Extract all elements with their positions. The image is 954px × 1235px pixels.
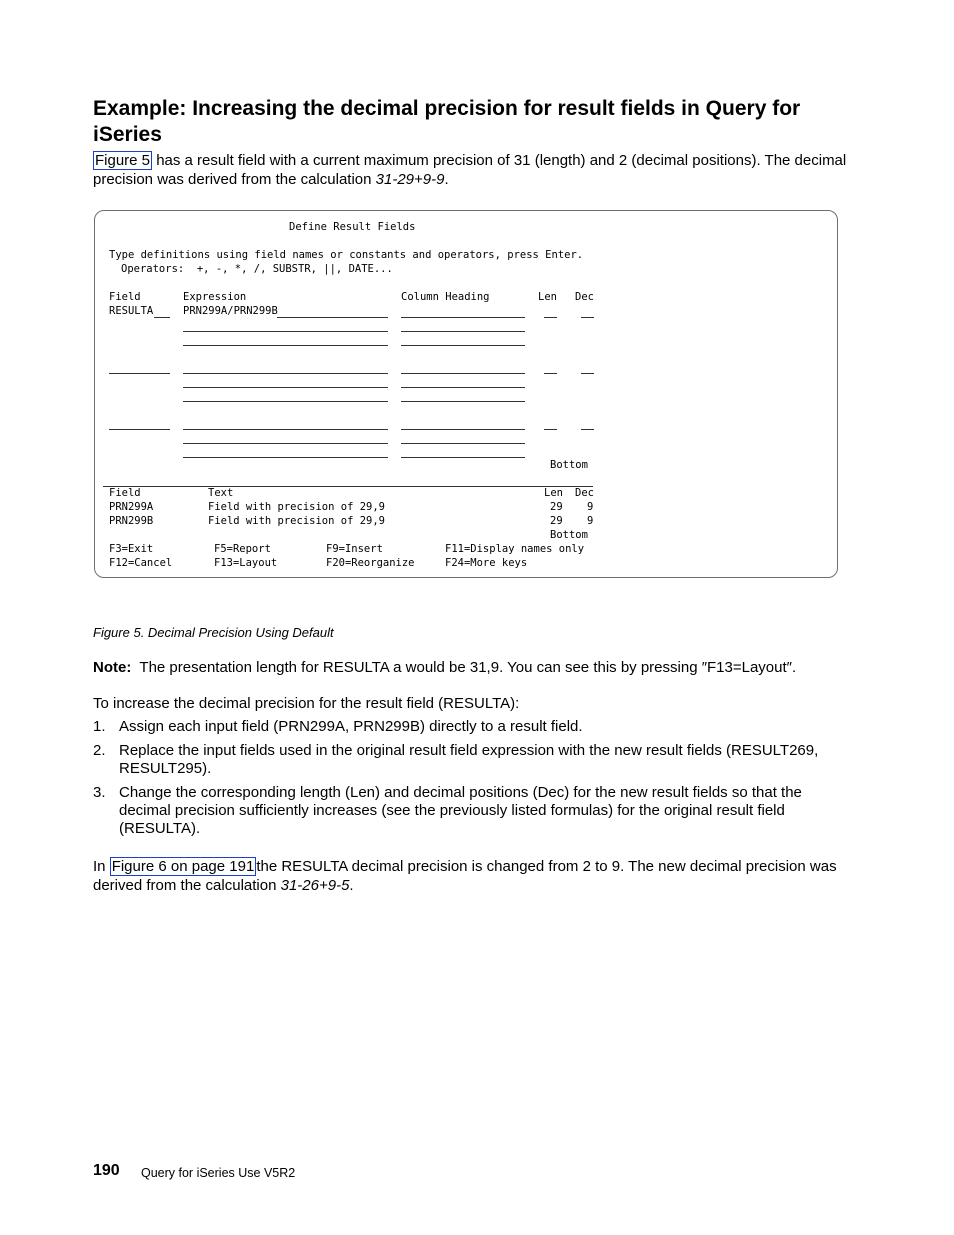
- f5-report-key[interactable]: F5=Report: [214, 543, 271, 555]
- len-input-line[interactable]: [544, 373, 557, 374]
- list-row-field: PRN299A: [109, 501, 154, 513]
- expression-input-line[interactable]: [183, 387, 388, 388]
- step-number: 3.: [93, 784, 106, 801]
- intro-formula: 31-29+9-9: [375, 171, 445, 188]
- figure-6-link[interactable]: Figure 6 on page 191: [111, 858, 255, 875]
- f9-insert-key[interactable]: F9=Insert: [326, 543, 383, 555]
- bottom-indicator: Bottom: [550, 529, 588, 541]
- intro-text: has a result field with a current maximum precision of 31 (length) and 2 (decimal positions). The decimal precision was derived from the calculation: [93, 152, 847, 188]
- col-len-header: Len: [538, 291, 557, 303]
- list-row-len: 29: [550, 501, 563, 513]
- dec-input-line[interactable]: [581, 317, 594, 318]
- closing-end: .: [349, 877, 354, 894]
- closing-text: the RESULTA decimal precision is changed from 2 to 9. The new decimal precision was derived from the calculation: [93, 858, 837, 894]
- expression-input-line[interactable]: [183, 429, 388, 430]
- col-heading-header: Column Heading: [401, 291, 490, 303]
- list-row-len: 29: [550, 515, 563, 527]
- expression-input-line[interactable]: [183, 457, 388, 458]
- list-len-header: Len: [544, 487, 563, 499]
- bottom-indicator: Bottom: [550, 459, 588, 471]
- list-row-dec: 9: [587, 501, 594, 513]
- expression-input-line[interactable]: [183, 331, 388, 332]
- list-dec-header: Dec: [575, 487, 594, 499]
- screen-instructions: Type definitions using field names or constants and operators, press Enter.: [109, 249, 584, 261]
- screen-divider: [103, 486, 593, 487]
- page-number: 190: [93, 1162, 120, 1179]
- figure-5-link[interactable]: Figure 5: [95, 152, 151, 169]
- field-input-line[interactable]: [109, 373, 170, 374]
- step-number: 2.: [93, 742, 106, 759]
- expression-input-line[interactable]: [183, 443, 388, 444]
- f13-layout-key[interactable]: F13=Layout: [214, 557, 278, 569]
- expression-input-line[interactable]: [183, 373, 388, 374]
- expression-input-line[interactable]: [183, 401, 388, 402]
- heading-input-line[interactable]: [401, 429, 525, 430]
- note-label: Note:: [93, 659, 132, 676]
- heading-input-line[interactable]: [401, 331, 525, 332]
- heading-input-line[interactable]: [401, 401, 525, 402]
- heading-input-line[interactable]: [401, 457, 525, 458]
- section-heading: Example: Increasing the decimal precision for result fields in Query for iSeries: [93, 97, 801, 146]
- f3-exit-key[interactable]: F3=Exit: [109, 543, 154, 555]
- closing-in: In: [93, 858, 110, 875]
- len-input-line[interactable]: [544, 317, 557, 318]
- field-input-line[interactable]: [109, 429, 170, 430]
- heading-input-line[interactable]: [401, 443, 525, 444]
- col-expression-header: Expression: [183, 291, 247, 303]
- note: [93, 658, 796, 677]
- dec-input-line[interactable]: [581, 429, 594, 430]
- expression-input-line[interactable]: [183, 345, 388, 346]
- field-input-line[interactable]: [154, 317, 170, 318]
- col-dec-header: Dec: [575, 291, 594, 303]
- list-field-header: Field: [109, 487, 141, 499]
- f12-cancel-key[interactable]: F12=Cancel: [109, 557, 173, 569]
- expression-input-line[interactable]: [277, 317, 388, 318]
- heading-input-line[interactable]: [401, 345, 525, 346]
- expression-value[interactable]: PRN299A/PRN299B: [183, 305, 278, 317]
- step-text: Assign each input field (PRN299A, PRN299B) directly to a result field.: [119, 718, 583, 735]
- figure-caption: Figure 5. Decimal Precision Using Default: [93, 625, 334, 640]
- field-value[interactable]: RESULTA: [109, 305, 154, 317]
- steps-intro: To increase the decimal precision for the result field (RESULTA):: [93, 695, 520, 712]
- f11-display-names-key[interactable]: F11=Display names only: [445, 543, 585, 555]
- step-number: 1.: [93, 718, 106, 735]
- list-row-text: Field with precision of 29,9: [208, 515, 386, 527]
- f24-more-keys-key[interactable]: F24=More keys: [445, 557, 528, 569]
- book-title: Query for iSeries Use V5R2: [141, 1166, 296, 1180]
- intro-paragraph: [93, 151, 853, 189]
- list-row-text: Field with precision of 29,9: [208, 501, 386, 513]
- heading-input-line[interactable]: [401, 317, 525, 318]
- note-text: The presentation length for RESULTA a would be 31,9. You can see this by pressing ″F13=Layout″.: [139, 659, 797, 676]
- f20-reorganize-key[interactable]: F20=Reorganize: [326, 557, 415, 569]
- intro-end: .: [444, 171, 449, 188]
- closing-formula: 31-26+9-5: [280, 877, 350, 894]
- list-text-header: Text: [208, 487, 234, 499]
- step-text: Replace the input fields used in the original result field expression with the new result fields (RESULT269, RESULT295).: [119, 742, 819, 777]
- list-row-dec: 9: [587, 515, 594, 527]
- list-row-field: PRN299B: [109, 515, 154, 527]
- heading-input-line[interactable]: [401, 387, 525, 388]
- step-text: Change the corresponding length (Len) and decimal positions (Dec) for the new result fields so that the decimal precision sufficiently increases (see the previously listed formulas) for the original result field (RESULTA).: [119, 784, 802, 837]
- dec-input-line[interactable]: [581, 373, 594, 374]
- heading-input-line[interactable]: [401, 373, 525, 374]
- col-field-header: Field: [109, 291, 141, 303]
- closing-paragraph: [93, 857, 853, 895]
- len-input-line[interactable]: [544, 429, 557, 430]
- screen-operators: Operators: +, -, *, /, SUBSTR, ||, DATE...: [121, 263, 393, 275]
- screen-title: Define Result Fields: [289, 221, 416, 233]
